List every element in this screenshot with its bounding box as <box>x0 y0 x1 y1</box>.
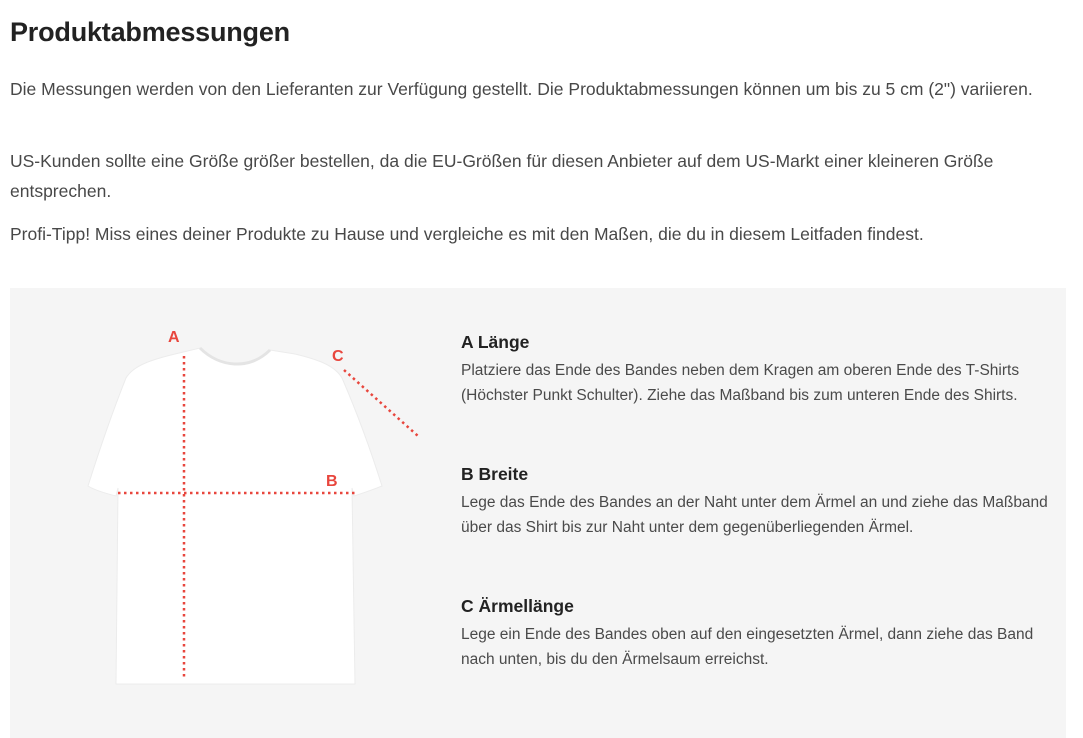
intro-paragraph-us-customers: US-Kunden sollte eine Größe größer bestellen, da die EU-Größen für diesen Anbieter auf dem US-Markt einer kleineren Größe entsprechen. <box>10 151 994 201</box>
measurement-guide-panel <box>10 288 1066 738</box>
spec-sleeve-length-description: Lege ein Ende des Bandes oben auf den eingesetzten Ärmel, dann ziehe das Band nach unten, bis du den Ärmelsaum erreichst. <box>461 626 1034 668</box>
spec-length-description: Platziere das Ende des Bandes neben dem Kragen am oberen Ende des T-Shirts (Höchster Punkt Schulter). Ziehe das Maßband bis zum unteren Ende des Shirts. <box>461 362 1020 404</box>
intro-paragraph-measurements: Die Messungen werden von den Lieferanten zur Verfügung gestellt. Die Produktabmessungen können um bis zu 5 cm (2") variieren. <box>10 79 1033 99</box>
spec-width-description: Lege das Ende des Bandes an der Naht unter dem Ärmel an und ziehe das Maßband über das Shirt bis zur Naht unter dem gegenüberliegenden Ärmel. <box>461 494 1048 536</box>
spec-length-title: A Länge <box>461 332 530 352</box>
intro-paragraph-pro-tip: Profi-Tipp! Miss eines deiner Produkte zu Hause und vergleiche es mit den Maßen, die du in diesem Leitfaden findest. <box>10 224 924 244</box>
spec-length <box>461 328 1051 408</box>
spec-sleeve-length <box>461 592 1051 672</box>
label-a: A <box>168 329 180 346</box>
tshirt-diagram-svg <box>10 288 450 738</box>
spec-width <box>461 460 1051 540</box>
page-title: Produktabmessungen <box>10 17 290 47</box>
label-c: C <box>332 348 344 365</box>
tshirt-shape <box>88 348 382 684</box>
label-b: B <box>326 473 338 490</box>
spec-width-title: B Breite <box>461 464 529 484</box>
tshirt-measurement-diagram <box>10 288 450 738</box>
spec-sleeve-length-title: C Ärmellänge <box>461 596 574 616</box>
